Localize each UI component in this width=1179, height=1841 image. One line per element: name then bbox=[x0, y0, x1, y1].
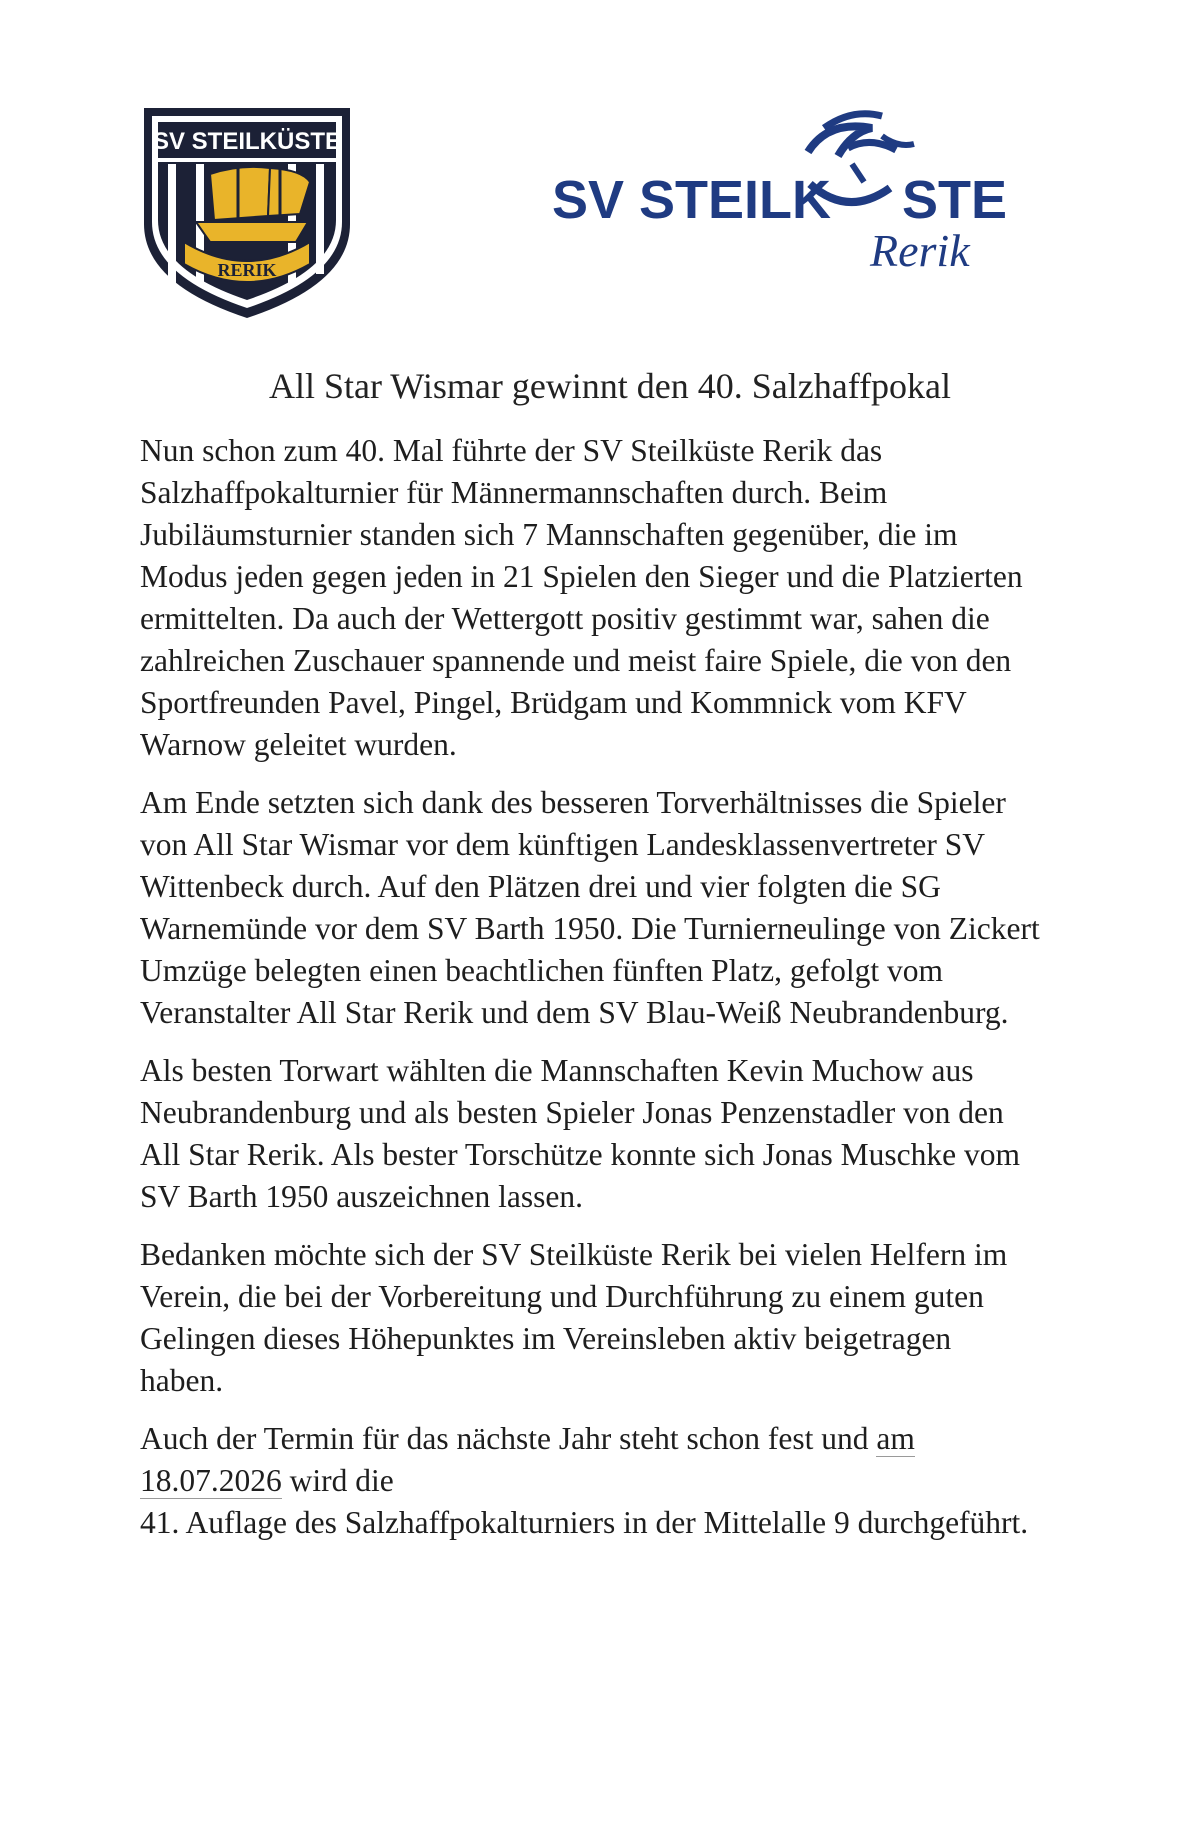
article bbox=[140, 364, 1040, 1560]
paragraph-5-intro: Auch der Termin für das nächste Jahr steht schon fest und bbox=[140, 1421, 877, 1456]
article-headline: All Star Wismar gewinnt den 40. Salzhaffpokal bbox=[268, 366, 952, 406]
paragraph-4: Bedanken möchte sich der SV Steilküste Rerik bei vielen Helfern im Verein, die bei der Vorbereitung und Durchführung zu einem guten Gelingen dieses Höhepunktes im Vereinsleben aktiv beigetragen haben. bbox=[140, 1237, 1008, 1398]
paragraph-5-line2: 41. Auflage des Salzhaffpokalturniers in der Mittelalle 9 durchgeführt. bbox=[140, 1505, 1029, 1540]
date-link-am[interactable]: am bbox=[876, 1421, 915, 1456]
paragraph-1: Nun schon zum 40. Mal führte der SV Steilküste Rerik das Salzhaffpokalturnier für Männermannschaften durch. Beim Jubiläumsturnier standen sich 7 Mannschaften gegenüber, die im Modus jeden gegen jeden in 21 Spielen den Sieger und die Platzierten ermittelten. Da auch der Wettergott positiv gestimmt war, sahen die zahlreichen Zuschauer spannende und meist faire Spiele, die von den Sportfreunden Pavel, Pingel, Brüdgam und Kommnick vom KFV Warnow geleitet wurden. bbox=[140, 433, 1023, 762]
paragraph-5-after-date: wird die bbox=[281, 1463, 394, 1498]
club-wordmark-logo bbox=[552, 108, 1042, 288]
wordmark-sub-text: Rerik bbox=[870, 225, 970, 276]
wordmark-tail-text: STE bbox=[902, 170, 1008, 230]
paragraph-5 bbox=[140, 1418, 1040, 1544]
paragraph-2: Am Ende setzten sich dank des besseren Torverhältnisses die Spieler von All Star Wismar vor dem künftigen Landesklassenvertreter SV Wittenbeck durch. Auf den Plätzen drei und vier folgten die SG Warnemünde vor dem SV Barth 1950. Die Turnierneulinge von Zickert Umzüge belegten einen beachtlichen fünften Platz, gefolgt vom Veranstalter All Star Rerik und dem SV Blau-Weiß Neubrandenburg. bbox=[140, 785, 1040, 1030]
date-link[interactable]: 18.07.2026 bbox=[140, 1463, 282, 1498]
crest-top-text: SV STEILKÜSTE bbox=[152, 128, 342, 155]
club-crest-logo bbox=[140, 104, 354, 320]
paragraph-3: Als besten Torwart wählten die Mannschaften Kevin Muchow aus Neubrandenburg und als besten Spieler Jonas Penzenstadler von den All Star Rerik. Als bester Torschütze konnte sich Jonas Muschke vom SV Barth 1950 auszeichnen lassen. bbox=[140, 1053, 1020, 1214]
wordmark-main-text: SV STEILK bbox=[552, 170, 832, 230]
crest-ribbon-text: RERIK bbox=[217, 260, 277, 280]
